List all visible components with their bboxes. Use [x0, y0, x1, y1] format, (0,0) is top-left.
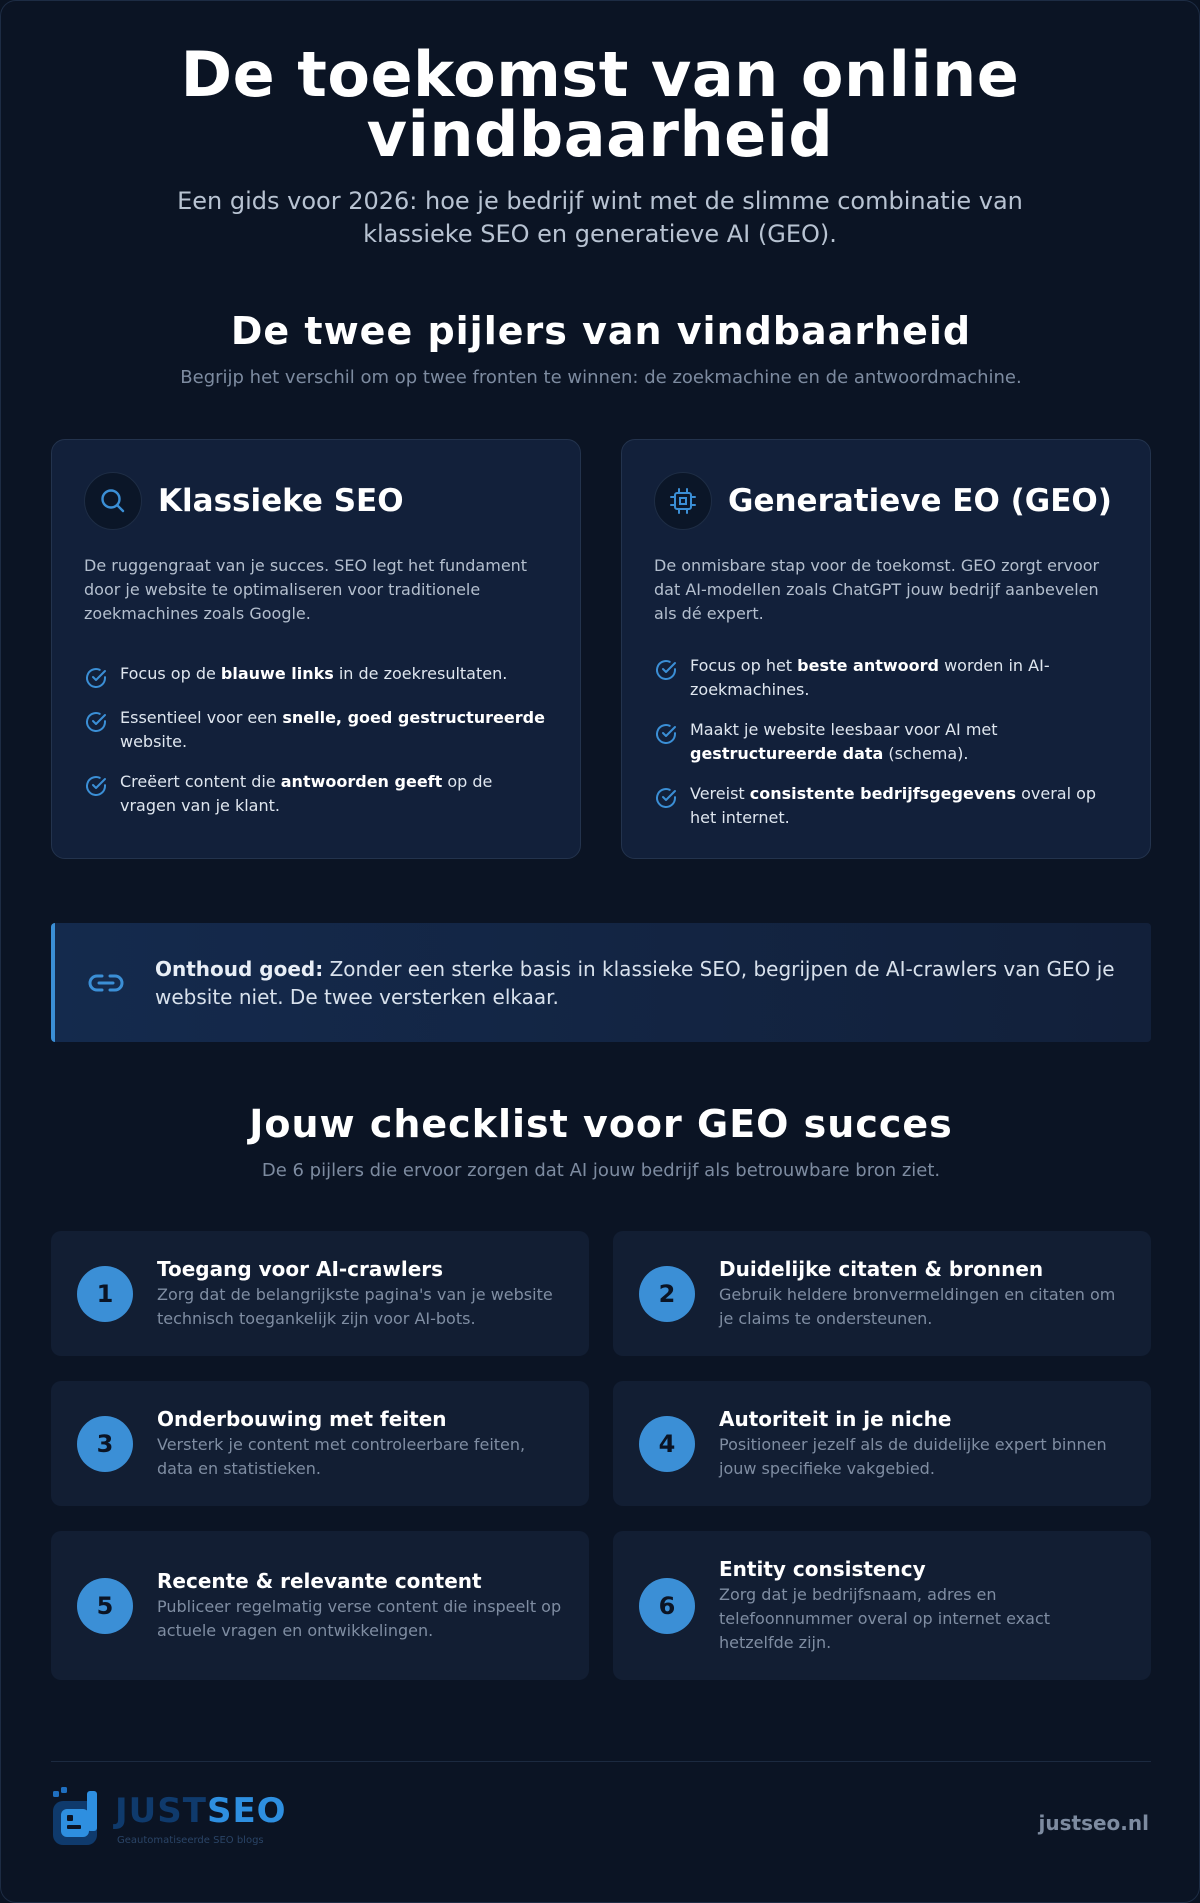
- page-subtitle: Een gids voor 2026: hoe je bedrijf wint met de slimme combinatie van klassieke SEO en generatieve AI (GEO).: [177, 187, 1023, 248]
- step-number: 5: [77, 1578, 133, 1634]
- footer-divider: [51, 1761, 1151, 1762]
- check-circle-icon: [654, 786, 678, 810]
- callout-box: [51, 923, 1151, 1042]
- checklist-card-text: Gebruik heldere bronvermeldingen en citaten om je claims te ondersteunen.: [719, 1284, 1116, 1328]
- checklist-card: [51, 1381, 589, 1506]
- pillar-point: Focus op de blauwe links in de zoekresultaten.: [84, 662, 548, 690]
- checklist-card-title: Onderbouwing met feiten: [157, 1406, 447, 1431]
- page-title: De toekomst van online vindbaarheid: [180, 38, 1020, 171]
- pillar-title: Generatieve EO (GEO): [728, 483, 1112, 519]
- pillar-point: Vereist consistente bedrijfsgegevens overal op het internet.: [654, 782, 1118, 830]
- checklist-card-text: Versterk je content met controleerbare feiten, data en statistieken.: [157, 1434, 526, 1478]
- check-circle-icon: [84, 666, 108, 690]
- pillar-card-seo: [51, 439, 581, 859]
- site-link[interactable]: justseo.nl: [1038, 1811, 1149, 1835]
- checklist-card-title: Recente & relevante content: [157, 1568, 482, 1593]
- justseo-logo[interactable]: [51, 1787, 291, 1857]
- hero: [1, 1, 1199, 251]
- checklist-card-title: Autoriteit in je niche: [719, 1406, 952, 1431]
- checklist-card: [613, 1531, 1151, 1680]
- pillars-subtitle: Begrijp het verschil om op twee fronten te winnen: de zoekmachine en de antwoordmachine.: [180, 367, 1022, 388]
- checklist-card-text: Zorg dat je bedrijfsnaam, adres en telefoonnummer overal op internet exact hetzelfde zijn.: [719, 1584, 1051, 1652]
- pillar-point: Focus op het beste antwoord worden in AI-zoekmachines.: [654, 654, 1118, 702]
- logo-tagline: Geautomatiseerde SEO blogs: [117, 1835, 264, 1846]
- pillar-card-geo: [621, 439, 1151, 859]
- search-icon: [84, 472, 142, 530]
- step-number: 4: [639, 1416, 695, 1472]
- pillar-description: De onmisbare stap voor de toekomst. GEO zorgt ervoor dat AI-modellen zoals ChatGPT jouw bedrijf aanbevelen als dé expert.: [654, 556, 1100, 623]
- pillars-section-header: [1, 309, 1200, 388]
- checklist-title: Jouw checklist voor GEO succes: [249, 1102, 953, 1146]
- pillar-description: De ruggengraat van je succes. SEO legt het fundament door je website te optimaliseren voor traditionele zoekmachines zoals Google.: [84, 556, 528, 623]
- checklist-card-text: Zorg dat de belangrijkste pagina's van je website technisch toegankelijk zijn voor AI-bots.: [157, 1284, 553, 1328]
- link-icon: [85, 962, 127, 1004]
- pillars-title: De twee pijlers van vindbaarheid: [230, 309, 972, 353]
- step-number: 6: [639, 1578, 695, 1634]
- pillar-point: Essentieel voor een snelle, goed gestructureerde website.: [84, 706, 548, 754]
- check-circle-icon: [84, 774, 108, 798]
- step-number: 3: [77, 1416, 133, 1472]
- checklist-card: [613, 1381, 1151, 1506]
- step-number: 2: [639, 1266, 695, 1322]
- check-circle-icon: [84, 710, 108, 734]
- logo-mark-icon: [51, 1787, 111, 1849]
- pillar-title: Klassieke SEO: [158, 483, 404, 519]
- checklist-card-text: Positioneer jezelf als de duidelijke expert binnen jouw specifieke vakgebied.: [719, 1434, 1107, 1478]
- checklist-card: [51, 1231, 589, 1356]
- callout-text: Onthoud goed: Zonder een sterke basis in klassieke SEO, begrijpen de AI-crawlers van GEO je website niet. De twee versterken elkaar.: [155, 956, 1115, 1009]
- checklist-subtitle: De 6 pijlers die ervoor zorgen dat AI jouw bedrijf als betrouwbare bron ziet.: [261, 1160, 941, 1181]
- checklist-card-title: Entity consistency: [719, 1556, 926, 1581]
- check-circle-icon: [654, 722, 678, 746]
- step-number: 1: [77, 1266, 133, 1322]
- check-circle-icon: [654, 658, 678, 682]
- pillar-point: Creëert content die antwoorden geeft op de vragen van je klant.: [84, 770, 548, 818]
- checklist-card-text: Publiceer regelmatig verse content die inspeelt op actuele vragen en ontwikkelingen.: [157, 1596, 562, 1640]
- checklist-card-title: Toegang voor AI-crawlers: [157, 1256, 444, 1281]
- checklist-section-header: [1, 1102, 1200, 1181]
- checklist-card: [51, 1531, 589, 1680]
- pillar-point: Maakt je website leesbaar voor AI met gestructureerde data (schema).: [654, 718, 1118, 766]
- checklist-card-title: Duidelijke citaten & bronnen: [719, 1256, 1044, 1281]
- logo-wordmark: JUSTSEO: [115, 1791, 287, 1831]
- chip-icon: [654, 472, 712, 530]
- checklist-card: [613, 1231, 1151, 1356]
